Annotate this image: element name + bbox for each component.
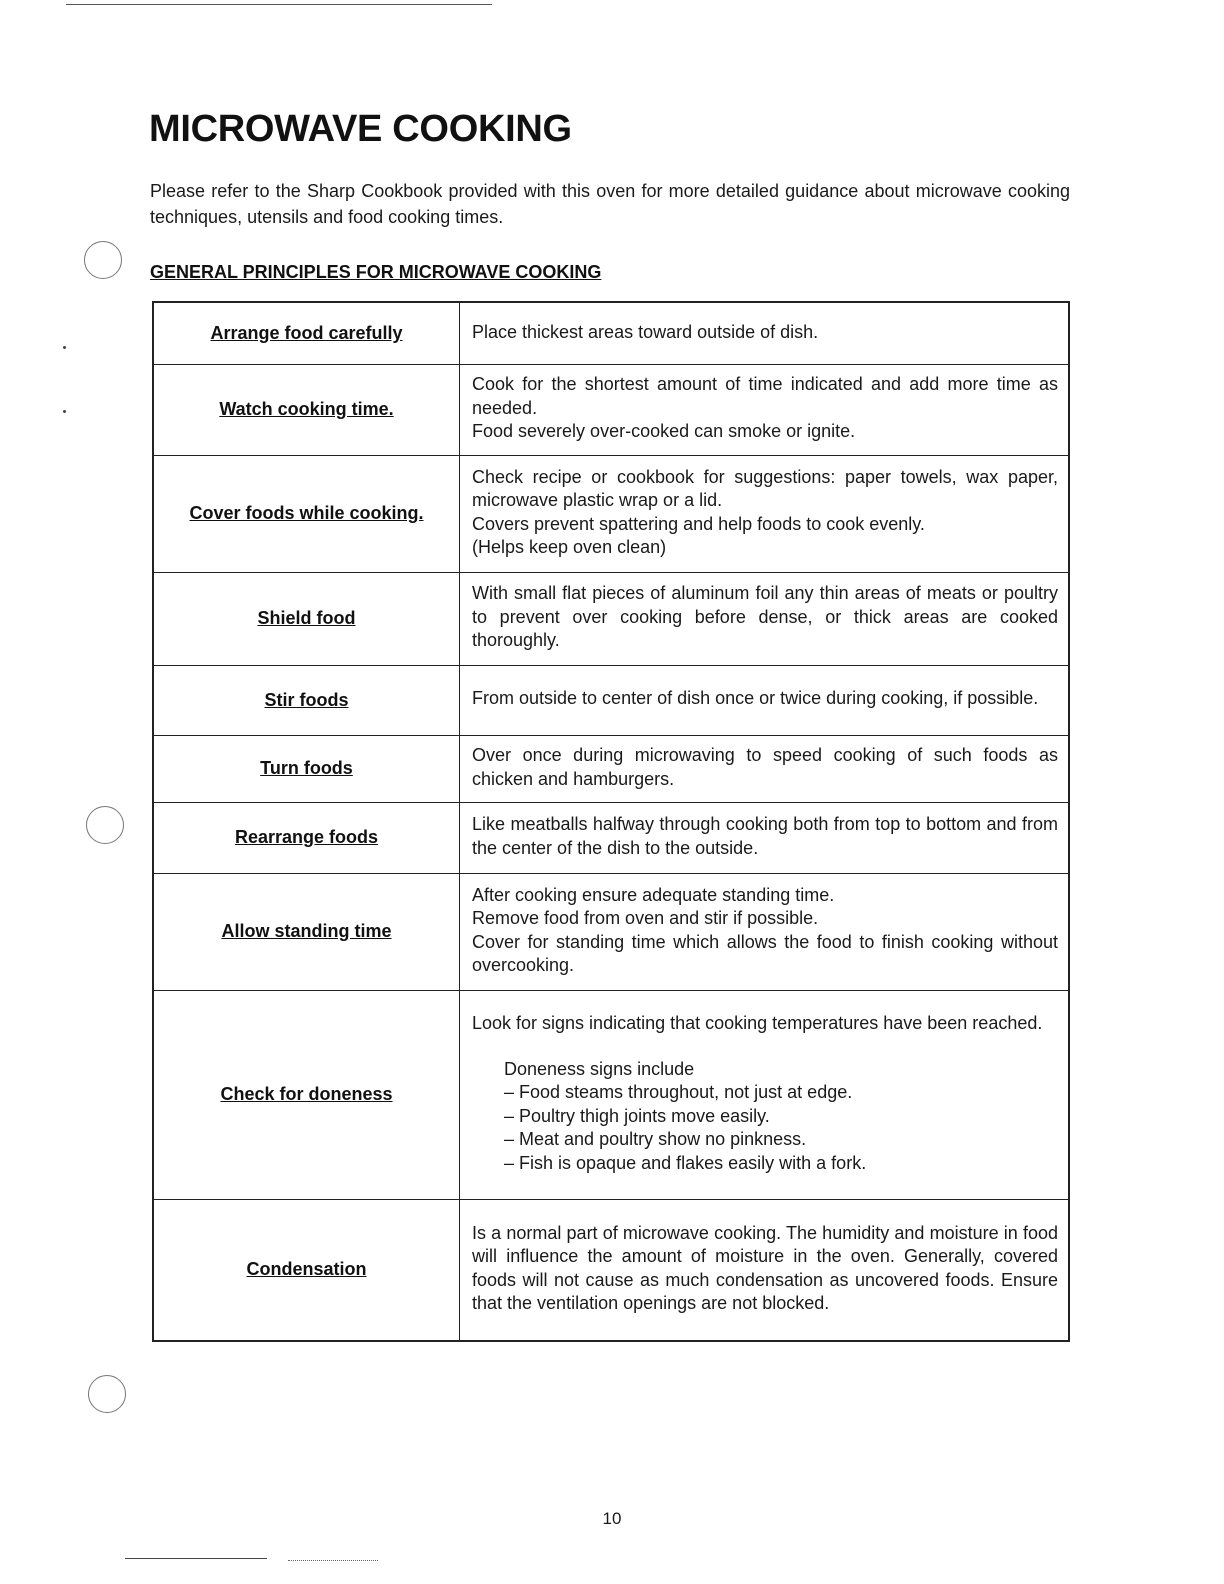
principle-name: Allow standing time <box>153 873 460 990</box>
description-line: Over once during microwaving to speed cooking of such foods as chicken and hamburgers. <box>472 745 1058 789</box>
principle-description <box>460 1199 1070 1341</box>
table-row <box>153 1199 1069 1341</box>
principle-description <box>460 990 1070 1199</box>
description-line: Food severely over-cooked can smoke or ignite. <box>472 421 856 442</box>
scan-speck <box>63 346 66 349</box>
punch-hole-mark <box>86 806 124 844</box>
table-row <box>153 990 1069 1199</box>
list-item: – Meat and poultry show no pinkness. <box>504 1128 1058 1152</box>
principle-description <box>460 572 1070 665</box>
principle-description <box>460 302 1070 364</box>
table-row <box>153 364 1069 455</box>
punch-hole-mark <box>88 1375 126 1413</box>
principles-table <box>152 301 1070 1342</box>
description-line: With small flat pieces of aluminum foil any thin areas of meats or poultry to prevent over cooking before dense, or thick areas are cooked thoroughly. <box>472 583 1058 651</box>
principle-name: Condensation <box>153 1199 460 1341</box>
bottom-rule <box>125 1558 267 1559</box>
table-row <box>153 572 1069 665</box>
description-line: Cover for standing time which allows the food to finish cooking without overcooking. <box>472 931 1058 975</box>
punch-hole-mark <box>84 241 122 279</box>
principle-description <box>460 802 1070 873</box>
description-line: Remove food from oven and stir if possible. <box>472 908 819 928</box>
principle-description <box>460 455 1070 572</box>
doneness-signs-title: Doneness signs include <box>504 1058 695 1079</box>
principle-description <box>460 364 1070 455</box>
list-item: – Poultry thigh joints move easily. <box>504 1105 1058 1129</box>
description-line: Like meatballs halfway through cooking both from top to bottom and from the center of the dish to the outside. <box>472 814 1058 858</box>
table-row <box>153 455 1069 572</box>
table-row <box>153 302 1069 364</box>
principle-name: Rearrange foods <box>153 802 460 873</box>
description-line: Cook for the shortest amount of time indicated and add more time as needed. <box>472 374 1058 418</box>
principle-description <box>460 735 1070 802</box>
description-line: After cooking ensure adequate standing time. <box>472 884 835 905</box>
description-line: Look for signs indicating that cooking temperatures have been reached. <box>472 1013 1043 1033</box>
page-number: 10 <box>602 1509 622 1528</box>
intro-paragraph: Please refer to the Sharp Cookbook provided with this oven for more detailed guidance about microwave cooking techniques, utensils and food cooking times. <box>150 181 1070 227</box>
principle-name: Arrange food carefully <box>153 302 460 364</box>
description-line: Check recipe or cookbook for suggestions: paper towels, wax paper, microwave plastic wrap or a lid. <box>472 466 1058 510</box>
list-item: – Food steams throughout, not just at edge. <box>504 1081 1058 1105</box>
doneness-signs-list <box>472 1081 1058 1175</box>
description-line: From outside to center of dish once or twice during cooking, if possible. <box>472 688 1039 709</box>
scan-speck <box>63 410 66 413</box>
principle-name: Shield food <box>153 572 460 665</box>
page-title: MICROWAVE COOKING <box>149 108 572 150</box>
description-line: Covers prevent spattering and help foods to cook evenly. <box>472 513 925 534</box>
principle-name: Cover foods while cooking. <box>153 455 460 572</box>
principle-description <box>460 665 1070 735</box>
description-line: (Helps keep oven clean) <box>472 537 667 557</box>
principle-name: Check for doneness <box>153 990 460 1199</box>
principle-name: Stir foods <box>153 665 460 735</box>
principle-name: Watch cooking time. <box>153 364 460 455</box>
table-row <box>153 735 1069 802</box>
table-row <box>153 665 1069 735</box>
description-line: Is a normal part of microwave cooking. The humidity and moisture in food will influence the amount of moisture in the oven. Generally, covered foods will not cause as much condensation as uncovered foods. Ensure that the ventilation openings are not blocked. <box>472 1222 1058 1314</box>
section-heading: GENERAL PRINCIPLES FOR MICROWAVE COOKING <box>150 262 602 282</box>
top-rule <box>66 4 492 5</box>
description-line: Place thickest areas toward outside of dish. <box>472 321 819 342</box>
bottom-rule <box>288 1560 378 1561</box>
table-row <box>153 873 1069 990</box>
principle-name: Turn foods <box>153 735 460 802</box>
table-row <box>153 802 1069 873</box>
list-item: – Fish is opaque and flakes easily with a fork. <box>504 1152 1058 1176</box>
principle-description <box>460 873 1070 990</box>
